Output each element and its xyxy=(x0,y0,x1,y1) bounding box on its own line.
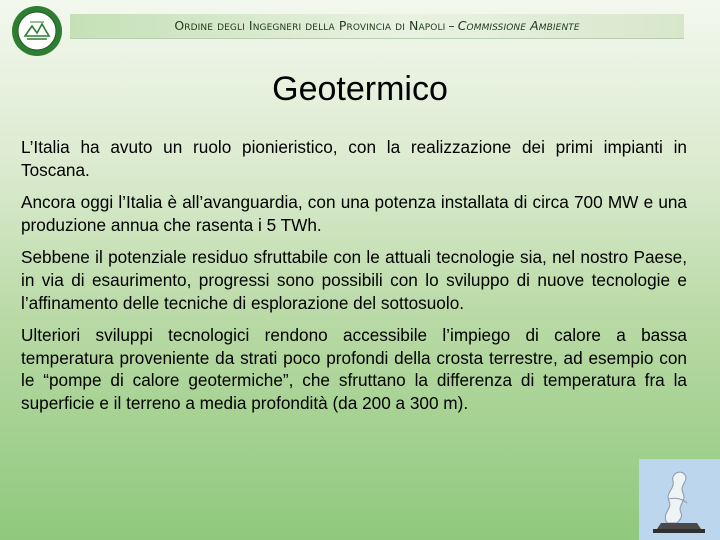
order-seal-icon xyxy=(10,4,64,58)
header-bar xyxy=(70,14,684,38)
paragraph-2: Ancora oggi l’Italia è all’avanguardia, con una potenza installata di circa 700 MW e una produzione annua che rasenta i 5 TWh. xyxy=(21,192,687,235)
paragraph-3: Sebbene il potenziale residuo sfruttabile con le attuali tecnologie sia, nel nostro Paese, in via di esaurimento, progressi sono possibili con lo sviluppo di nuove tecnologie e l’affinamento delle tecniche di esplorazione del sottosuolo. xyxy=(21,247,687,313)
header-commission: Commissione Ambiente xyxy=(457,18,580,33)
paragraph-4: Ulteriori sviluppi tecnologici rendono accessibile l’impiego di calore a bassa temperatura proveniente da strati poco profondi della crosta terrestre, ad esempio con le “pompe di calore geotermiche”, che sfruttano la differenza di temperatura fra la superficie e il terreno a media profondità (da 200 a 300 m). xyxy=(21,325,687,413)
header-text xyxy=(70,18,684,33)
header-org: Ordine degli Ingegneri della Provincia di Napoli xyxy=(174,18,446,33)
content-body xyxy=(21,136,687,425)
paragraph-1: L’Italia ha avuto un ruolo pionieristico, con la realizzazione dei primi impianti in Toscana. xyxy=(21,137,687,180)
geothermal-steam-illustration xyxy=(639,459,720,540)
header-separator: – xyxy=(448,18,455,33)
page-title: Geotermico xyxy=(272,70,448,108)
